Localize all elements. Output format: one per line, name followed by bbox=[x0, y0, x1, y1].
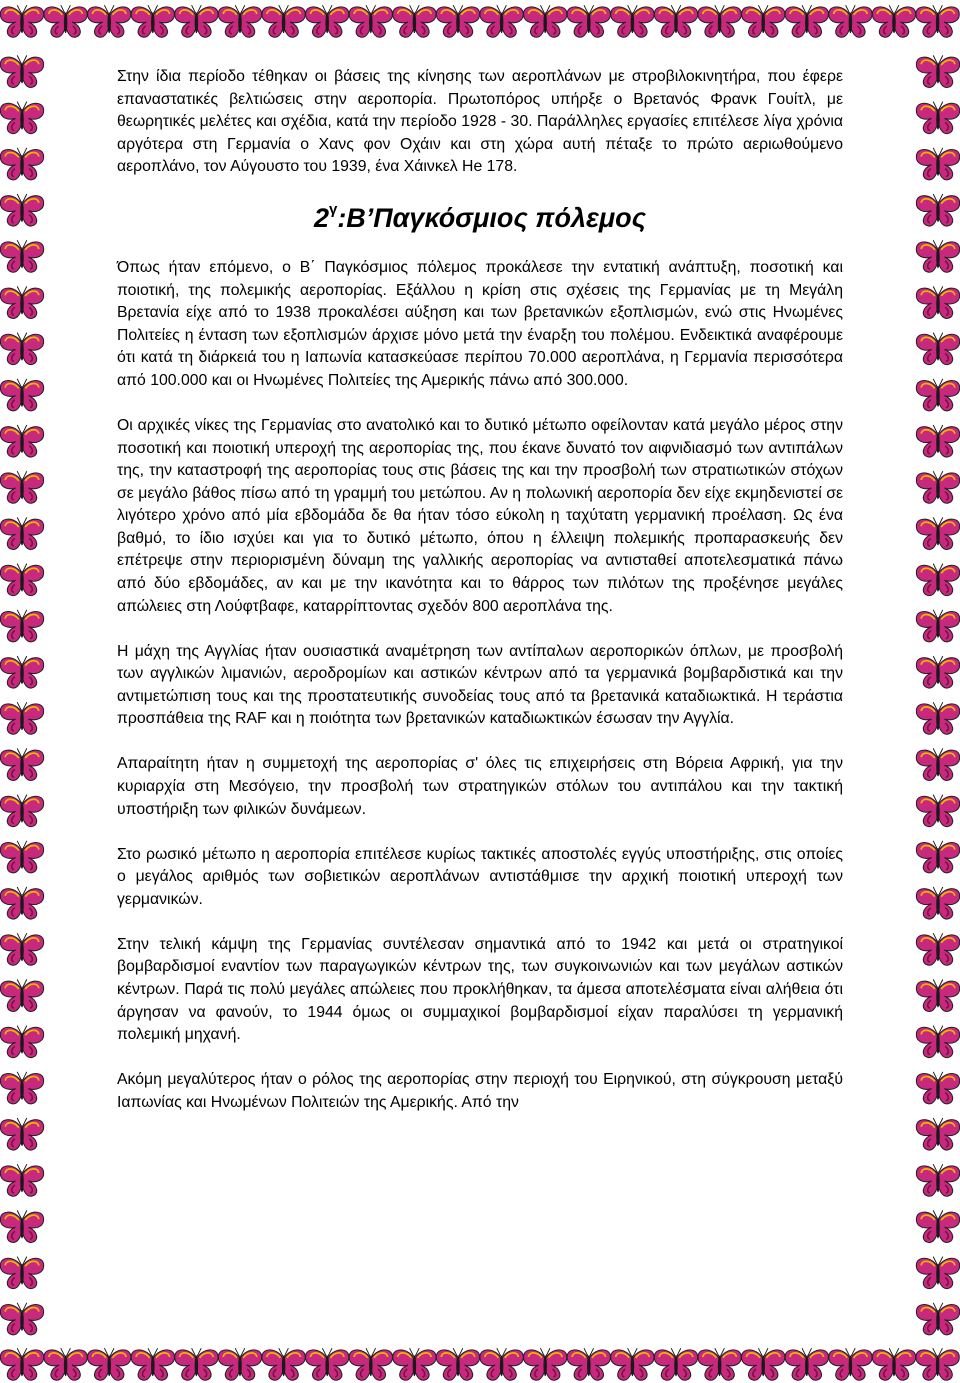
butterfly-icon bbox=[916, 795, 959, 827]
butterfly-icon bbox=[567, 1348, 610, 1380]
butterfly-icon bbox=[175, 1348, 218, 1380]
butterfly-icon bbox=[872, 5, 915, 37]
butterfly-icon bbox=[0, 240, 43, 272]
butterfly-icon bbox=[0, 795, 43, 827]
butterfly-icon bbox=[916, 748, 959, 780]
butterfly-icon bbox=[0, 286, 43, 318]
paragraph: Η μάχη της Αγγλίας ήταν ουσιαστικά αναμέτρηση των αντίπαλων αεροπορικών όπλων, με προσβολή των αγγλικών λιμανιών, αεροδρομίων και αστικών κέντρων από τα γερμανικά βομβαρδιστικά και την αντιμετώπιση τους και της προστατευτικής συνοδείας τους από τα βρετανικά καταδιωκτικά. Η τεράστια προσπάθεια της RAF και η ποιότητα των βρετανικών καταδιωκτικών έσωσαν την Αγγλία. bbox=[117, 642, 843, 728]
butterfly-icon bbox=[0, 1210, 43, 1242]
butterfly-icon bbox=[0, 194, 43, 226]
butterfly-icon bbox=[785, 1348, 828, 1380]
butterfly-icon bbox=[0, 748, 43, 780]
butterfly-icon bbox=[0, 5, 43, 37]
butterfly-icon bbox=[44, 5, 87, 37]
butterfly-icon bbox=[872, 1348, 915, 1380]
butterfly-icon bbox=[916, 1210, 959, 1242]
butterfly-icon bbox=[916, 564, 959, 596]
butterfly-icon bbox=[916, 5, 959, 37]
butterfly-icon bbox=[436, 5, 479, 37]
butterfly-icon bbox=[829, 5, 872, 37]
butterfly-icon bbox=[916, 656, 959, 688]
butterfly-icon bbox=[175, 5, 218, 37]
butterfly-icon bbox=[916, 887, 959, 919]
butterfly-icon bbox=[349, 1348, 392, 1380]
butterfly-icon bbox=[480, 5, 523, 37]
butterfly-icon bbox=[524, 1348, 567, 1380]
butterfly-icon bbox=[0, 102, 43, 134]
paragraph: Στην τελική κάμψη της Γερμανίας συντέλεσαν σημαντικά από το 1942 και μετά οι στρατηγικοί βομβαρδισμοί εναντίον των παραγωγικών κέντρων της, των συγκοινωνιών και των μεγάλων αστικών κέντρων. Παρά τις πολύ μεγάλες απώλειες που προκλήθηκαν, τα άμεσα αποτελέσματα είναι αλήθεια ότι άργησαν να φανούν, το 1944 όμως οι συμμαχικοί βομβαρδισμοί είχαν παραλύσει τη γερμανική πολεμική μηχανή. bbox=[117, 935, 843, 1044]
butterfly-icon bbox=[0, 933, 43, 965]
butterfly-icon bbox=[916, 194, 959, 226]
butterfly-icon bbox=[654, 1348, 697, 1380]
butterfly-icon bbox=[611, 1348, 654, 1380]
heading-superscript: γ bbox=[328, 200, 338, 218]
butterfly-icon bbox=[916, 841, 959, 873]
butterfly-icon bbox=[0, 656, 43, 688]
butterfly-icon bbox=[131, 5, 174, 37]
butterfly-icon bbox=[916, 102, 959, 134]
butterfly-icon bbox=[88, 1348, 131, 1380]
butterfly-icon bbox=[0, 841, 43, 873]
butterfly-icon bbox=[306, 1348, 349, 1380]
butterfly-icon bbox=[0, 1118, 43, 1150]
butterfly-icon bbox=[436, 1348, 479, 1380]
intro-paragraph: Στην ίδια περίοδο τέθηκαν οι βάσεις της κίνησης των αεροπλάνων με στροβιλοκινητήρα, που έφερε επαναστατικές βελτιώσεις στην αεροπορία. Πρωτοπόρος υπήρξε ο Βρετανός Φρανκ Γουίτλ, με θεωρητικές μελέτες και σχέδια, κατά την περίοδο 1928 - 30. Παράλληλες εργασίες επιτέλεσε λίγα χρόνια αργότερα στη Γερμανία ο Χανς φον Οχάιν και στη χώρα αυτή πέταξε το πρώτο αεριωθούμενο αεροπλάνο, τον Αύγουστο του 1939, ένα Χάινκελ He 178. bbox=[117, 68, 843, 176]
butterfly-icon bbox=[0, 887, 43, 919]
butterfly-icon bbox=[916, 240, 959, 272]
butterfly-icon bbox=[698, 1348, 741, 1380]
butterfly-icon bbox=[0, 1072, 43, 1104]
butterfly-icon bbox=[742, 5, 785, 37]
butterfly-icon bbox=[916, 933, 959, 965]
butterfly-icon bbox=[916, 1257, 959, 1289]
paragraph: Ακόμη μεγαλύτερος ήταν ο ρόλος της αεροπορίας στην περιοχή του Ειρηνικού, στη σύγκρουση μεταξύ Ιαπωνίας και Ηνωμένων Πολιτειών της Αμερικής. Από την bbox=[117, 1071, 843, 1111]
butterfly-icon bbox=[44, 1348, 87, 1380]
butterfly-icon bbox=[0, 564, 43, 596]
butterfly-icon bbox=[0, 702, 43, 734]
paragraph: Οι αρχικές νίκες της Γερμανίας στο ανατολικό και το δυτικό μέτωπο οφείλονταν κατά μεγάλο μέρος στην ποσοτική και ποιοτική υπεροχή της αεροπορίας της, που έκανε δυνατό τον αιφνιδιασμό των αντιπάλων της, την καταστροφή της αεροπορίας τους στις βάσεις της και την προσβολή των στρατιωτικών στόχων σε μεγάλο βάθος πίσω από τη γραμμή του μετώπου. Αν η πολωνική αεροπορία δεν είχε εκμηδενιστεί σε λιγότερο χρόνο από μία εβδομάδα δε θα ήταν τόσο εύκολη η ταχύτατη γερμανική προέλαση. Ως ένα βαθμό, το ίδιο ισχύει και για το δυτικό μέτωπο, όπου η έλλειψη πολεμικής προπαρασκευής δεν επέτρεψε στην περιορισμένη δύναμη της γαλλικής αεροπορίας να αντισταθεί αποτελεσματικά πάνω από δύο εβδομάδες, αν και με την ικανότητα και το θάρρος των πιλότων της προξένησε μεγάλες απώλειες στη Λούφτβαφε, καταρρίπτοντας σχεδόν 800 αεροπλάνα της. bbox=[117, 416, 843, 615]
heading-title: :Β’Παγκόσμιος πόλεμος bbox=[337, 202, 647, 233]
paragraph: Στο ρωσικό μέτωπο η αεροπορία επιτέλεσε κυρίως τακτικές αποστολές εγγύς υποστήριξης, στις οποίες ο μεγάλος αριθμός των σοβιετικών αεροπλάνων αντιστάθμισε την αρχική ποιοτική υπεροχή των γερμανικών. bbox=[117, 845, 843, 908]
butterfly-icon bbox=[0, 379, 43, 411]
paragraph: Όπως ήταν επόμενο, ο Β΄ Παγκόσμιος πόλεμος προκάλεσε την εντατική ανάπτυξη, ποσοτική και ποιοτική, της πολεμικής αεροπορίας. Εξάλλου η κρίση στις σχέσεις της Γερμανίας με τη Μεγάλη Βρετανία είχε από το 1938 προκαλέσει αύξηση και των βρετανικών εξοπλισμών, ενώ στις Ηνωμένες Πολιτείες η ένταση των εξοπλισμών άρχισε μόνο μετά την έναρξη του πολέμου. Ενδεικτικά αναφέρουμε ότι κατά τη διάρκειά του η Ιαπωνία κατασκεύασε περίπου 70.000 αεροπλάνα, η Γερμανία περισσότερα από 100.000 και οι Ηνωμένες Πολιτείες της Αμερικής πάνω από 300.000. bbox=[117, 258, 843, 389]
butterfly-icon bbox=[0, 1164, 43, 1196]
butterfly-icon bbox=[0, 979, 43, 1011]
butterfly-icon bbox=[0, 1026, 43, 1058]
butterfly-icon bbox=[524, 5, 567, 37]
butterfly-icon bbox=[0, 610, 43, 642]
butterfly-icon bbox=[916, 979, 959, 1011]
butterfly-icon bbox=[567, 5, 610, 37]
butterfly-icon bbox=[393, 5, 436, 37]
butterfly-icon bbox=[0, 1303, 43, 1335]
butterfly-icon bbox=[0, 55, 43, 87]
butterfly-icon bbox=[306, 5, 349, 37]
butterfly-icon bbox=[916, 1303, 959, 1335]
butterfly-icon bbox=[916, 1026, 959, 1058]
butterfly-icon bbox=[654, 5, 697, 37]
butterfly-icon bbox=[349, 5, 392, 37]
butterfly-icon bbox=[916, 702, 959, 734]
butterfly-icon bbox=[916, 148, 959, 180]
heading-number: 2 bbox=[313, 202, 329, 233]
butterfly-icon bbox=[785, 5, 828, 37]
butterfly-icon bbox=[218, 5, 261, 37]
butterfly-icon bbox=[393, 1348, 436, 1380]
butterfly-icon bbox=[916, 517, 959, 549]
butterfly-icon bbox=[0, 1257, 43, 1289]
butterfly-icon bbox=[916, 55, 959, 87]
butterfly-icon bbox=[480, 1348, 523, 1380]
butterfly-icon bbox=[916, 379, 959, 411]
document-body bbox=[117, 66, 843, 1114]
butterfly-icon bbox=[88, 5, 131, 37]
butterfly-icon bbox=[0, 1348, 43, 1380]
butterfly-icon bbox=[0, 517, 43, 549]
butterfly-icon bbox=[0, 471, 43, 503]
butterfly-icon bbox=[916, 286, 959, 318]
paragraph: Απαραίτητη ήταν η συμμετοχή της αεροπορίας σ' όλες τις επιχειρήσεις στη Βόρεια Αφρική, για την κυριαρχία στη Μεσόγειο, την προσβολή των στρατηγικών στόλων του αντιπάλου και την τακτική υποστήριξη των φιλικών δυνάμεων. bbox=[117, 755, 843, 818]
butterfly-icon bbox=[916, 1348, 959, 1380]
butterfly-icon bbox=[698, 5, 741, 37]
butterfly-icon bbox=[262, 1348, 305, 1380]
butterfly-icon bbox=[262, 5, 305, 37]
butterfly-icon bbox=[0, 148, 43, 180]
butterfly-icon bbox=[218, 1348, 261, 1380]
butterfly-icon bbox=[0, 333, 43, 365]
butterfly-icon bbox=[916, 1072, 959, 1104]
butterfly-icon bbox=[829, 1348, 872, 1380]
butterfly-icon bbox=[916, 471, 959, 503]
butterfly-icon bbox=[916, 1164, 959, 1196]
butterfly-icon bbox=[916, 1118, 959, 1150]
butterfly-icon bbox=[0, 425, 43, 457]
butterfly-icon bbox=[742, 1348, 785, 1380]
butterfly-icon bbox=[131, 1348, 174, 1380]
butterfly-icon bbox=[916, 610, 959, 642]
butterfly-icon bbox=[916, 425, 959, 457]
butterfly-icon bbox=[916, 333, 959, 365]
butterfly-icon bbox=[611, 5, 654, 37]
section-heading bbox=[117, 197, 843, 234]
